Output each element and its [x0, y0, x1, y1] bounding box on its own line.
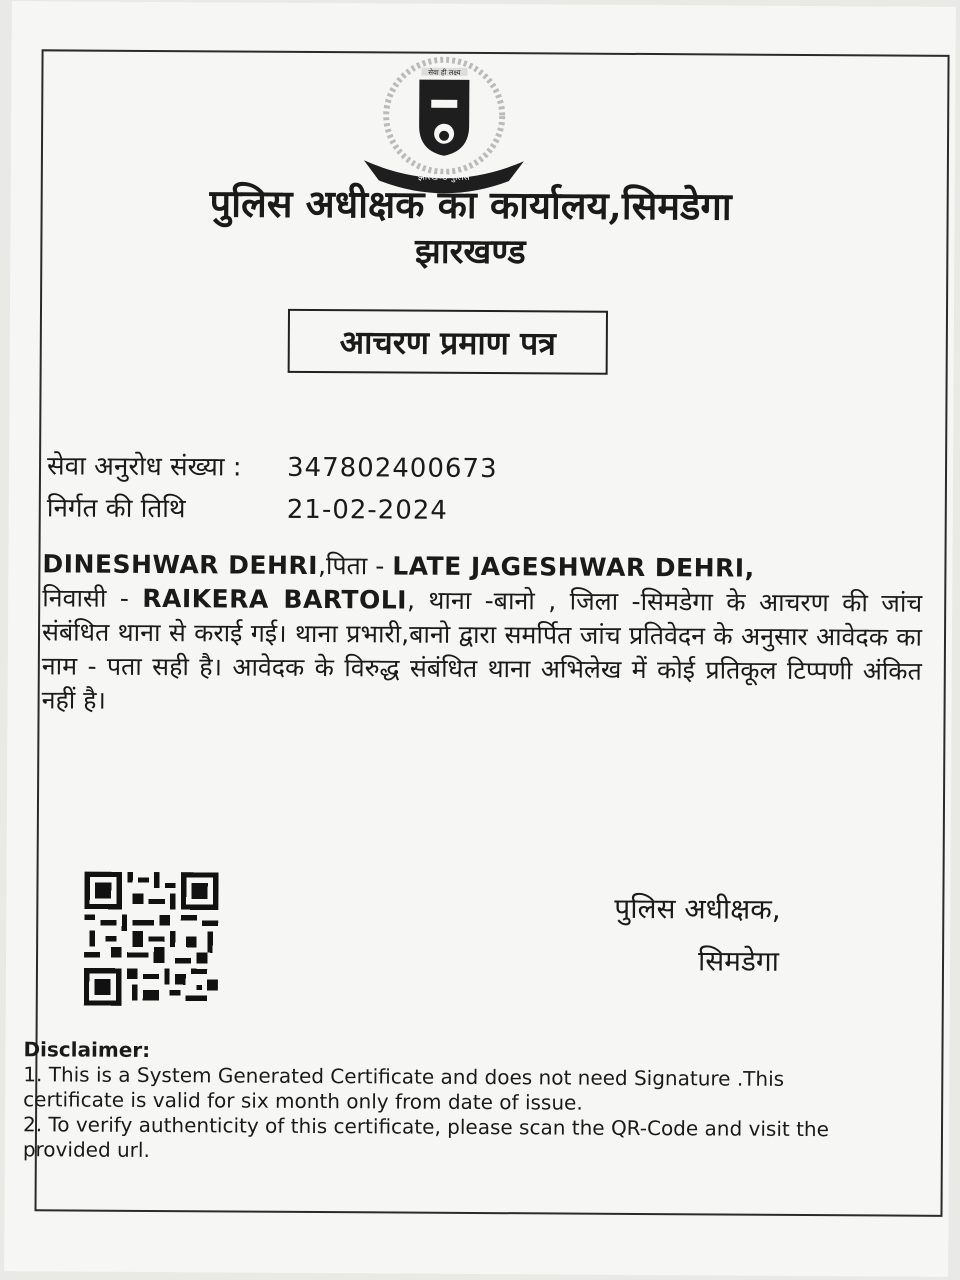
office-state: झारखण्ड: [414, 231, 526, 273]
father-name: LATE JAGESHWAR DEHRI,: [392, 551, 755, 583]
resident-label: निवासी -: [42, 583, 143, 613]
request-number-value: 347802400673: [286, 452, 498, 485]
verification-statement: , थाना -बानो , जिला -सिमडेगा के आचरण की जांच संबंधित थाना से कराई गई। थाना प्रभारी,बानो द्वारा समर्पित जांच प्रतिवेदन के अनुसार आवेदक का नाम - पता सही है। आवेदक के विरुद्ध संबंधित थाना अभिलेख में कोई प्रतिकूल टिप्पणी अंकित नहीं है।: [41, 585, 923, 715]
request-number-label: सेवा अनुरोध संख्या :: [46, 451, 242, 483]
issue-date-value: 21-02-2024: [286, 494, 448, 526]
request-number-row: [47, 449, 498, 486]
father-label: ,पिता -: [317, 551, 393, 581]
emblem-ribbon-text: झारखण्ड पुलिस: [417, 172, 470, 183]
verification-qr-code[interactable]: [84, 872, 219, 1007]
disclaimer-heading: Disclaimer:: [23, 1037, 151, 1062]
disclaimer-section: [23, 1037, 884, 1167]
signatory-block: [614, 883, 781, 988]
applicant-name: DINESHWAR DEHRI: [42, 549, 319, 581]
disclaimer-point-1: 1. This is a System Generated Certificate and does not need Signature .This certificate is valid for six month only from date of issue.: [23, 1062, 785, 1115]
issue-date-row: [47, 491, 448, 527]
emblem-motto: सेवा ही लक्ष्य: [428, 68, 461, 77]
certificate-body: [42, 547, 923, 722]
issue-date-label: निर्गत की तिथि: [46, 493, 186, 525]
certificate-page: [4, 1, 956, 1277]
applicant-address: RAIKERA BARTOLI: [142, 583, 408, 615]
signatory-title: पुलिस अधीक्षक,: [614, 891, 781, 926]
signatory-location: सिमडेगा: [697, 944, 780, 978]
office-title: पुलिस अधीक्षक का कार्यालय,सिमडेगा: [209, 180, 732, 229]
police-emblem-logo: [359, 55, 530, 196]
disclaimer-point-2: 2. To verify authenticity of this certificate, please scan the QR-Code and visit the provided url.: [22, 1112, 830, 1162]
certificate-title: आचरण प्रमाण पत्र: [288, 309, 608, 375]
